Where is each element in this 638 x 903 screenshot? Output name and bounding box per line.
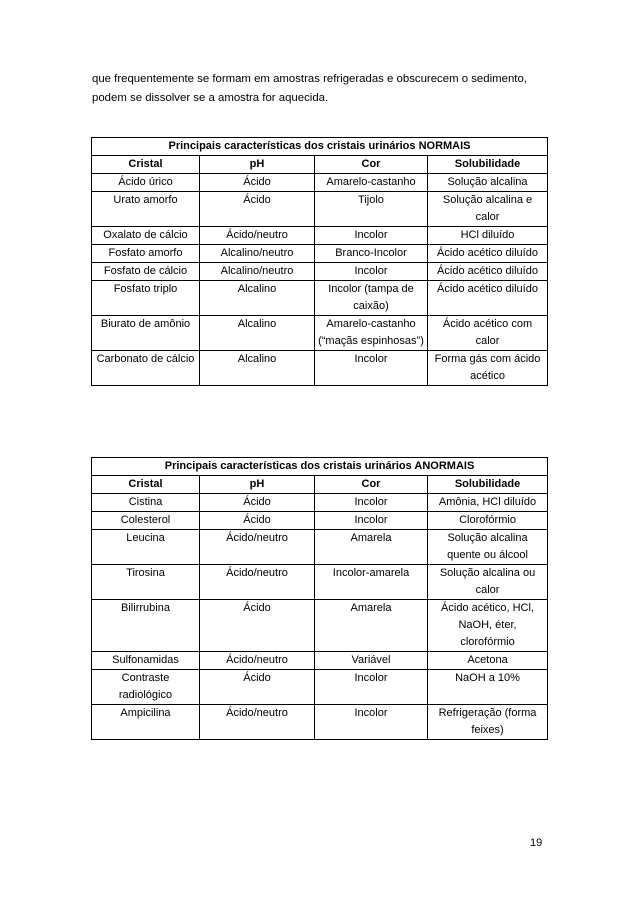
table-row <box>92 245 548 263</box>
header-solubilidade: Solubilidade <box>428 156 548 174</box>
cell-ph: Ácido/neutro <box>200 530 315 565</box>
cell-cristal: Fosfato amorfo <box>92 245 200 263</box>
cell-cor: Incolor <box>315 351 428 386</box>
cell-ph: Ácido <box>200 192 315 227</box>
cell-solubilidade: HCl diluído <box>428 227 548 245</box>
cell-solubilidade: Solução alcalina e calor <box>428 192 548 227</box>
cell-ph: Ácido/neutro <box>200 705 315 740</box>
cell-cristal: Ácido úrico <box>92 174 200 192</box>
header-cor: Cor <box>315 156 428 174</box>
cell-ph: Alcalino <box>200 281 315 316</box>
header-cristal: Cristal <box>92 156 200 174</box>
cell-cristal: Contraste radiológico <box>92 670 200 705</box>
cell-cor: Tijolo <box>315 192 428 227</box>
cell-cristal: Bilirrubina <box>92 600 200 652</box>
abnormal-crystals-table <box>91 457 548 740</box>
cell-cor: Amarela <box>315 530 428 565</box>
cell-cor: Incolor <box>315 494 428 512</box>
cell-ph: Ácido <box>200 670 315 705</box>
cell-cor: Amarelo-castanho (“maçãs espinhosas”) <box>315 316 428 351</box>
table-row <box>92 530 548 565</box>
header-cor: Cor <box>315 476 428 494</box>
cell-ph: Ácido/neutro <box>200 227 315 245</box>
cell-cristal: Tirosina <box>92 565 200 600</box>
table-row <box>92 174 548 192</box>
table-row <box>92 705 548 740</box>
table-row <box>92 351 548 386</box>
cell-cristal: Cistina <box>92 494 200 512</box>
cell-cristal: Biurato de amônio <box>92 316 200 351</box>
cell-cor: Incolor (tampa de caixão) <box>315 281 428 316</box>
cell-cor: Branco-Incolor <box>315 245 428 263</box>
cell-ph: Ácido/neutro <box>200 652 315 670</box>
cell-cristal: Urato amorfo <box>92 192 200 227</box>
cell-ph: Ácido/neutro <box>200 565 315 600</box>
normal-crystals-table <box>91 137 548 386</box>
cell-solubilidade: Amônia, HCl diluído <box>428 494 548 512</box>
cell-solubilidade: Ácido acético diluído <box>428 263 548 281</box>
cell-ph: Alcalino <box>200 316 315 351</box>
cell-cor: Variável <box>315 652 428 670</box>
table-row <box>92 512 548 530</box>
cell-solubilidade: Clorofórmio <box>428 512 548 530</box>
table-row <box>92 281 548 316</box>
cell-cor: Amarelo-castanho <box>315 174 428 192</box>
header-ph: pH <box>200 156 315 174</box>
cell-cor: Incolor <box>315 263 428 281</box>
cell-ph: Ácido <box>200 174 315 192</box>
cell-ph: Ácido <box>200 600 315 652</box>
cell-cristal: Colesterol <box>92 512 200 530</box>
header-cristal: Cristal <box>92 476 200 494</box>
table-row <box>92 263 548 281</box>
cell-solubilidade: Solução alcalina ou calor <box>428 565 548 600</box>
cell-ph: Ácido <box>200 494 315 512</box>
cell-solubilidade: Solução alcalina <box>428 174 548 192</box>
table-row <box>92 227 548 245</box>
cell-ph: Alcalino/neutro <box>200 245 315 263</box>
cell-cor: Incolor <box>315 670 428 705</box>
table-row <box>92 670 548 705</box>
cell-cor: Incolor <box>315 512 428 530</box>
table-row <box>92 192 548 227</box>
cell-solubilidade: NaOH a 10% <box>428 670 548 705</box>
cell-solubilidade: Refrigeração (forma feixes) <box>428 705 548 740</box>
cell-cristal: Carbonato de cálcio <box>92 351 200 386</box>
cell-solubilidade: Ácido acético, HCl, NaOH, éter, clorofórmio <box>428 600 548 652</box>
cell-solubilidade: Ácido acético diluído <box>428 281 548 316</box>
cell-ph: Alcalino/neutro <box>200 263 315 281</box>
cell-cristal: Fosfato triplo <box>92 281 200 316</box>
page-number: 19 <box>530 837 543 849</box>
cell-cristal: Oxalato de cálcio <box>92 227 200 245</box>
table-row <box>92 316 548 351</box>
table-title: Principais características dos cristais urinários ANORMAIS <box>92 458 548 476</box>
table-title: Principais características dos cristais urinários NORMAIS <box>92 138 548 156</box>
cell-cristal: Fosfato de cálcio <box>92 263 200 281</box>
table-row <box>92 494 548 512</box>
header-ph: pH <box>200 476 315 494</box>
cell-solubilidade: Acetona <box>428 652 548 670</box>
cell-solubilidade: Solução alcalina quente ou álcool <box>428 530 548 565</box>
cell-solubilidade: Forma gás com ácido acético <box>428 351 548 386</box>
cell-solubilidade: Ácido acético diluído <box>428 245 548 263</box>
header-solubilidade: Solubilidade <box>428 476 548 494</box>
cell-ph: Alcalino <box>200 351 315 386</box>
cell-cor: Incolor-amarela <box>315 565 428 600</box>
table-row <box>92 600 548 652</box>
intro-paragraph: que frequentemente se formam em amostras refrigeradas e obscurecem o sedimento, podem se dissolver se a amostra for aquecida. <box>92 73 527 104</box>
table-row <box>92 565 548 600</box>
cell-cor: Incolor <box>315 705 428 740</box>
cell-cor: Amarela <box>315 600 428 652</box>
cell-cor: Incolor <box>315 227 428 245</box>
cell-ph: Ácido <box>200 512 315 530</box>
cell-cristal: Sulfonamidas <box>92 652 200 670</box>
cell-solubilidade: Ácido acético com calor <box>428 316 548 351</box>
cell-cristal: Ampicilina <box>92 705 200 740</box>
table-row <box>92 652 548 670</box>
cell-cristal: Leucina <box>92 530 200 565</box>
